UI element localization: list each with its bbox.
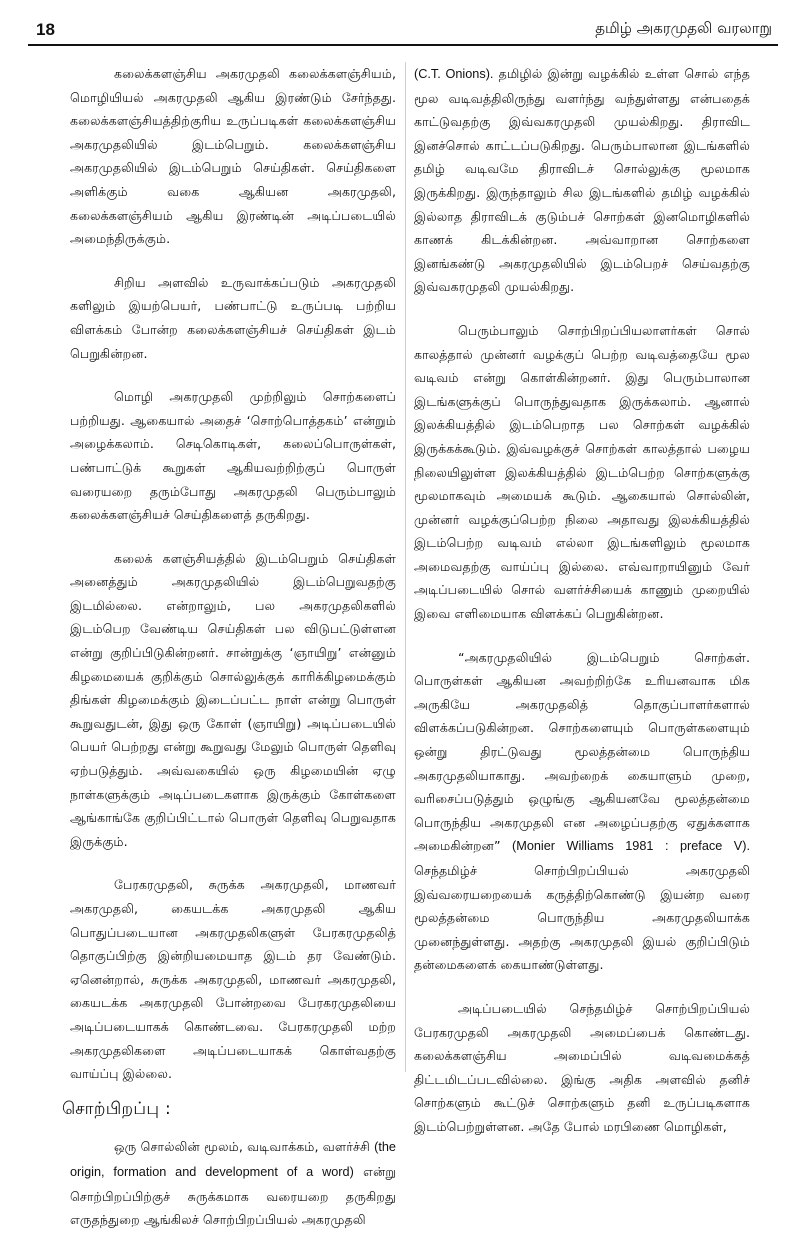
quotation: “அகரமுதலியில் இடம்பெறும் சொற்கள். பொருள்கள் ஆகியன அவற்றிற்கே உரியனவாக மிக அருகியே அகரமுதலித் தொகுப்பாளர்களால் விளக்கப்படுகின்றன. சொற்களையும் பொருள்களையும் ஒன்று திரட்டுவது மூலத்தன்மை பொருந்திய அகரமுதலியாகாது. அவற்றைக் கையாளும் முறை, வரிசைப்படுத்தும் ஒழுங்கு ஆகியனவே மூலத்தன்மை பொருந்திய அகரமுதலி என அழைப்பதற்கு ஏதுக்களாக அமைகின்றன”: [414, 649, 750, 854]
paragraph: மொழி அகரமுதலி முற்றிலும் சொற்களைப் பற்றியது. ஆகையால் அதைச் ‘சொற்பொத்தகம்’ என்றும் அழைக்கலாம். செடிகொடிகள், கலைப்பொருள்கள், பண்பாட்டுக் கூறுகள் ஆகியவற்றிற்குப் பொருள் வரையறை தரும்போது அகரமுதலி பெரும்பாலும் கலைக்களஞ்சியச் செய்திகளைத் தருகிறது.: [70, 389, 396, 523]
paragraph-text: ஒரு சொல்லின் மூலம், வடிவாக்கம், வளர்ச்சி: [114, 1139, 375, 1155]
paragraph: [414, 646, 750, 977]
paragraph: பெரும்பாலும் சொற்பிறப்பியலாளர்கள் சொல் காலத்தால் முன்னர் வழக்குப் பெற்ற வடிவத்தையே மூல வடிவம் என்று கொள்கின்றனர். இது பெரும்பாலான இடங்களுக்குப் பொருந்துவதாக இருக்கலாம். ஆனால் இலக்கியத்தில் இடம்பெறாத பல சொற்கள் வழக்கில் இருக்கக்கூடும். இவ்வழக்குச் சொற்கள் காலத்தால் பழைய நிலையிலுள்ள இலக்கியத்தில் இடம்பெற்ற சொற்களுக்கு மூலமாகவும் அமையக் கூடும். ஆகையால் சொல்லின், முன்னர் வழக்குப்பெற்ற நிலை அதாவது இலக்கியத்தில் இடம்பெற்ற வடிவம் எல்லா இடங்களிலும் மூலமாக அமைவதற்கு வாய்ப்பு இல்லை. எவ்வாறாயினும் வேர் அடிப்படையில் சொல் வளர்ச்சியைக் காணும் முறையில் இவை எளிமையாக விளக்கப் பெறுகின்றன.: [414, 322, 750, 622]
right-column: [414, 62, 750, 1159]
citation: (C.T. Onions).: [414, 67, 494, 81]
page-header: [28, 14, 778, 46]
left-column: [62, 62, 396, 1252]
paragraph: [70, 1135, 396, 1231]
paragraph-text: செந்தமிழ்ச் சொற்பிறப்பியல் அகரமுதலி இவ்வரையறையைக் கருத்திற்கொண்டு இயன்ற வரை மூலத்தன்மை பொருந்திய அகரமுதலியாக்க முனைந்துள்ளது. அதற்கு அகரமுதலி இயல் குறிப்பிடும் தன்மைகளைக் கையாண்டுள்ளது.: [414, 863, 750, 973]
paragraph: பேரகரமுதலி, சுருக்க அகரமுதலி, மாணவர் அகரமுதலி, கையடக்க அகரமுதலி ஆகிய பொதுப்படையான அகரமுதலிகளுள் பேரகரமுதலித் தொகுப்பிற்கு இன்றியமையாத இடம் தர வேண்டும். ஏனென்றால், சுருக்க அகரமுதலி, மாணவர் அகரமுதலி, கையடக்க அகரமுதலி போன்றவை பேரகரமுதலியை அடிப்படையாகக் கொண்டவை. பேரகரமுதலி மற்ற அகரமுதலிகளை அடிப்படையாகக் கொள்வதற்கு வாய்ப்பு இல்லை.: [70, 877, 396, 1082]
paragraph-text: என்று சொற்பிறப்பிற்குச் சுருக்கமாக வரையறை தருகிறது எருதந்துறை ஆங்கிலச் சொற்பிறப்பியல் அகரமுதலி: [70, 1163, 396, 1228]
paragraph: அடிப்படையில் செந்தமிழ்ச் சொற்பிறப்பியல் பேரகரமுதலி அகரமுதலி அமைப்பைக் கொண்டது. கலைக்களஞ்சிய அமைப்பில் வடிவமைக்கத் திட்டமிடப்படவில்லை. இங்கு அதிக அளவில் தனிச் சொற்களும் கூட்டுச் சொற்களும் தனி உருப்படிகளாக இடம்பெற்றுள்ளன. அதே போல் மரபிணை மொழிகள்,: [414, 1000, 750, 1134]
page-number: 18: [36, 20, 55, 39]
paragraph: கலைக்களஞ்சிய அகரமுதலி கலைக்களஞ்சியம், மொழியியல் அகரமுதலி ஆகிய இரண்டும் சேர்ந்தது. கலைக்களஞ்சியத்திற்குரிய உருப்படிகள் கலைக்களஞ்சிய அகரமுதலியில் இடம்பெறும். கலைக்களஞ்சிய அகரமுதலியில் இடம்பெறும் செய்திகள். செய்திகளை அளிக்கும் வகை ஆகியன அகரமுதலி, கலைக்களஞ்சியம் ஆகிய இரண்டின் அடிப்படையில் அமைந்திருக்கும்.: [70, 66, 396, 247]
running-title: தமிழ் அகரமுதலி வரலாறு: [595, 19, 772, 37]
citation: (Monier Williams 1981 : preface V).: [500, 839, 750, 854]
column-divider: [405, 62, 406, 1072]
paragraph: கலைக் களஞ்சியத்தில் இடம்பெறும் செய்திகள் அனைத்தும் அகரமுதலியில் இடம்பெறுவதற்கு இடமில்லை. என்றாலும், பல அகரமுதலிகளில் இடம்பெற வேண்டிய செய்திகள் பல விடுபட்டுள்ளன என்று குறிப்பிடுகின்றனர். சான்றுக்கு ‘ஞாயிறு’ என்னும் கிழமையைக் குறிக்கும் சொல்லுக்குக் காரிக்கிழமைக்கும் திங்கள் கிழமைக்கும் இடைப்பட்ட நாள் என்று பொருள் கூறுவதுடன், இது ஒரு கோள் (ஞாயிறு) அடிப்படையில் பெயர் பெற்றது என்று கூறுவது மேலும் பொருள் தெளிவு ஏற்படுத்தும். அவ்வகையில் ஒரு கிழமையின் ஏழு நாள்களுக்கும் அடிப்படைகளாக இருக்கும் கோள்களை ஆங்காங்கே குறிப்பிட்டால் பொருள் தெளிவு பெறுவதாக இருக்கும்.: [70, 550, 396, 849]
paragraph: [414, 62, 750, 299]
paragraph-text: தமிழில் இன்று வழக்கில் உள்ள சொல் எந்த மூல வடிவத்திலிருந்து வளர்ந்து வந்துள்ளது என்பதைக் காட்டுவதற்கு இவ்வகரமுதலி முயல்கிறது. திராவிட இனச்சொல் காட்டப்படுகிறது. பெரும்பாலான இடங்களில் தமிழ் வடிவமே திராவிடச் சொல்லுக்கு மூலமாக இருக்கிறது. இருந்தாலும் சில இடங்களில் தமிழ் வழக்கில் இல்லாத திராவிடக் குடும்பச் சொற்கள் இனமொழிகளில் காணக் கிடக்கின்றன. அவ்வாறான சொற்களை இனங்கண்டு அகரமுதலியில் இடம்பெறச் செய்வதற்கு இவ்வகரமுதலி முயல்கிறது.: [414, 66, 750, 295]
section-heading: சொற்பிறப்பு :: [62, 1098, 172, 1119]
english-definition: (the origin, formation and development of a word): [70, 1140, 396, 1179]
paragraph: சிறிய அளவில் உருவாக்கப்படும் அகரமுதலி களிலும் இயற்பெயர், பண்பாட்டு உருப்படி பற்றிய விளக்கம் போன்ற கலைக்களஞ்சியச் செய்திகள் இடம் பெறுகின்றன.: [70, 274, 396, 361]
